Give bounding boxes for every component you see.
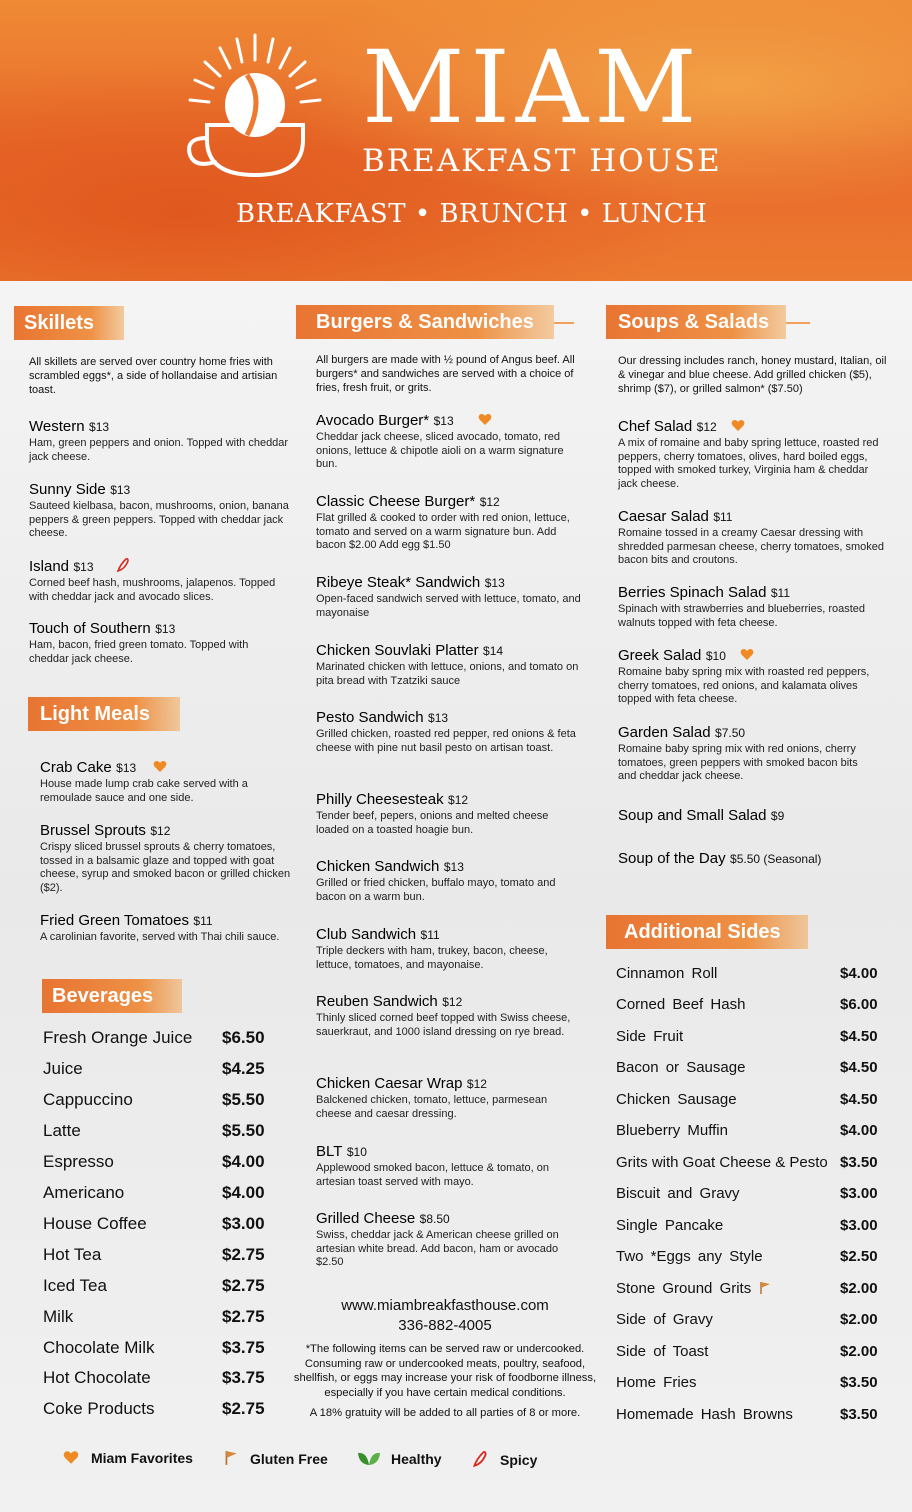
item-price: $13 bbox=[116, 761, 137, 775]
side-row bbox=[616, 1374, 886, 1396]
item-description: Triple deckers with ham, trukey, bacon, cheese, lettuce, tomatoes, and mayonaise. bbox=[316, 945, 548, 971]
side-price: $4.50 bbox=[840, 1059, 878, 1076]
item-description: Sauteed kielbasa, bacon, mushrooms, onion, banana peppers & green peppers. Topped with cheddar jack cheese. bbox=[29, 500, 289, 539]
item-name: Soup and Small Salad bbox=[618, 807, 767, 824]
side-name: Side of Toast bbox=[616, 1343, 709, 1360]
beverage-name: Chocolate Milk bbox=[43, 1338, 155, 1357]
section-header-beverages: Beverages bbox=[42, 979, 182, 1013]
menu-item bbox=[618, 584, 890, 630]
item-price: $7.50 bbox=[715, 726, 746, 740]
menu-item bbox=[316, 1075, 584, 1121]
legend-label: Miam Favorites bbox=[91, 1450, 193, 1466]
menu-item bbox=[316, 1143, 561, 1189]
beverage-name: Cappuccino bbox=[43, 1090, 133, 1109]
menu-item bbox=[316, 791, 584, 837]
menu-item bbox=[316, 493, 578, 553]
beverage-name: Latte bbox=[43, 1121, 81, 1140]
side-name: Homemade Hash Browns bbox=[616, 1406, 793, 1423]
beverage-price: $2.75 bbox=[222, 1399, 265, 1418]
menu-item bbox=[618, 418, 890, 491]
heart-icon bbox=[63, 1450, 79, 1465]
menu-item bbox=[316, 709, 584, 755]
item-price: $13 bbox=[443, 860, 464, 874]
beverage-name: Coke Products bbox=[43, 1399, 155, 1418]
side-name: Single Pancake bbox=[616, 1217, 724, 1234]
side-price: $3.50 bbox=[840, 1154, 878, 1171]
beverage-name: Hot Chocolate bbox=[43, 1368, 151, 1387]
side-price: $4.50 bbox=[840, 1091, 878, 1108]
side-row bbox=[616, 1028, 886, 1050]
item-description: Thinly sliced corned beef topped with Swiss cheese, sauerkraut, and 1000 island dressing on rye bread. bbox=[316, 1012, 571, 1038]
side-price: $2.00 bbox=[840, 1280, 878, 1297]
item-name: Avocado Burger* bbox=[316, 412, 430, 429]
item-name: Chicken Souvlaki Platter bbox=[316, 642, 479, 659]
section-header-rule bbox=[786, 322, 810, 324]
chili-pepper-icon bbox=[116, 557, 130, 573]
item-name: Club Sandwich bbox=[316, 926, 417, 943]
menu-item bbox=[316, 858, 584, 904]
section-header-skillets: Skillets bbox=[14, 306, 124, 340]
section-header-additional-sides: Additional Sides bbox=[606, 915, 808, 949]
menu-item bbox=[618, 647, 890, 707]
gratuity-note: A 18% gratuity will be added to all parties of 8 or more. bbox=[309, 1407, 581, 1419]
side-name: Side Fruit bbox=[616, 1028, 684, 1045]
menu-item bbox=[40, 822, 292, 895]
side-price: $6.00 bbox=[840, 996, 878, 1013]
section-header-soups-salads: Soups & Salads bbox=[606, 305, 786, 339]
item-name: Berries Spinach Salad bbox=[618, 584, 767, 601]
item-price: $11 bbox=[713, 510, 733, 524]
side-row bbox=[616, 1185, 886, 1207]
item-price: $13 bbox=[155, 622, 176, 636]
menu-item bbox=[316, 642, 584, 688]
coffee-cup-sunrise-logo bbox=[185, 30, 325, 190]
item-description: Grilled or fried chicken, buffalo mayo, tomato and bacon on a warm bun. bbox=[316, 877, 556, 903]
side-price: $4.50 bbox=[840, 1028, 878, 1045]
item-name: Fried Green Tomatoes bbox=[40, 912, 189, 929]
side-row bbox=[616, 1154, 886, 1176]
side-row bbox=[616, 965, 886, 987]
item-description: Crispy sliced brussel sprouts & cherry tomatoes, tossed in a balsamic glaze and topped with goat cheese, syrup and smoked bacon or grilled chicken ($2). bbox=[40, 841, 291, 894]
menu-item bbox=[29, 557, 289, 604]
item-price: $13 bbox=[73, 560, 94, 574]
item-name: Soup of the Day bbox=[618, 850, 726, 867]
menu-item bbox=[40, 912, 295, 945]
item-description: Flat grilled & cooked to order with red onion, lettuce, tomato and served on a warm signature bun. Add bacon $2.00 Add egg $1.50 bbox=[316, 512, 570, 551]
menu-item bbox=[618, 724, 878, 784]
side-price: $4.00 bbox=[840, 965, 878, 982]
item-description: Applewood smoked bacon, lettuce & tomato, on artesian toast served with mayo. bbox=[316, 1162, 549, 1188]
section-header-burgers: Burgers & Sandwiches bbox=[296, 305, 554, 339]
item-price: $10 bbox=[705, 649, 726, 663]
beverage-row bbox=[43, 1214, 273, 1238]
side-row bbox=[616, 1311, 886, 1333]
item-price: $12 bbox=[442, 995, 463, 1009]
item-name: Chicken Sandwich bbox=[316, 858, 440, 875]
item-name: Philly Cheesesteak bbox=[316, 791, 444, 808]
item-price: $8.50 bbox=[419, 1212, 450, 1226]
item-description: Ham, bacon, fried green tomato. Topped with cheddar jack cheese. bbox=[29, 639, 249, 665]
item-price: $13 bbox=[89, 420, 110, 434]
brand-subtitle: BREAKFAST HOUSE bbox=[362, 143, 722, 179]
beverage-price: $3.75 bbox=[222, 1368, 265, 1387]
side-name: Biscuit and Gravy bbox=[616, 1185, 740, 1202]
menu-item bbox=[618, 807, 890, 825]
soups-intro: Our dressing includes ranch, honey mustard, Italian, oil & vinegar and blue cheese. Add grilled chicken ($5), shrimp ($7), or grilled salmon* ($7.50) bbox=[618, 355, 887, 395]
menu-item bbox=[316, 574, 584, 620]
beverage-price: $3.00 bbox=[222, 1214, 265, 1233]
side-name: Cinnamon Roll bbox=[616, 965, 718, 982]
item-description: Marinated chicken with lettuce, onions, and tomato on pita bread with Tzatziki sauce bbox=[316, 661, 579, 687]
legend-label: Spicy bbox=[500, 1452, 538, 1468]
item-description: Romaine tossed in a creamy Caesar dressing with shredded parmesan cheese, cherry tomatoes, smoked bacon bits and croutons. bbox=[618, 527, 884, 566]
beverage-row bbox=[43, 1090, 273, 1114]
item-price: $12 bbox=[479, 495, 500, 509]
beverage-price: $2.75 bbox=[222, 1307, 265, 1326]
side-price: $3.00 bbox=[840, 1185, 878, 1202]
item-description: A carolinian favorite, served with Thai chili sauce. bbox=[40, 931, 280, 943]
beverage-row bbox=[43, 1152, 273, 1176]
item-name: Ribeye Steak* Sandwich bbox=[316, 574, 481, 591]
beverage-price: $3.75 bbox=[222, 1338, 265, 1357]
side-row bbox=[616, 1091, 886, 1113]
beverage-name: Hot Tea bbox=[43, 1245, 102, 1264]
item-price: $10 bbox=[346, 1145, 367, 1159]
item-name: Pesto Sandwich bbox=[316, 709, 424, 726]
item-description: A mix of romaine and baby spring lettuce, roasted red peppers, cherry tomatoes, olives, hard boiled eggs, topped with smoked turkey, Virginia ham & cheddar jack cheese. bbox=[618, 437, 879, 490]
item-name: Island bbox=[29, 558, 70, 575]
item-price: $12 bbox=[150, 824, 171, 838]
burgers-intro: All burgers are made with ½ pound of Angus beef. All burgers* and sandwiches are served with a choice of fries, fresh fruit, or grits. bbox=[316, 354, 575, 394]
beverage-name: Americano bbox=[43, 1183, 125, 1202]
legend-label: Gluten Free bbox=[250, 1451, 328, 1467]
side-row bbox=[616, 1280, 886, 1302]
side-name: Home Fries bbox=[616, 1374, 697, 1391]
phone-number: 336-882-4005 bbox=[398, 1317, 492, 1334]
menu-item bbox=[29, 481, 289, 541]
side-row bbox=[616, 1059, 886, 1081]
item-description: Romaine baby spring mix with roasted red peppers, cherry tomatoes, red onions, and kalamata olives topped with feta cheese. bbox=[618, 666, 870, 705]
beverage-row bbox=[43, 1059, 273, 1083]
side-row bbox=[616, 1122, 886, 1144]
heart-icon bbox=[153, 760, 167, 773]
side-price: $3.50 bbox=[840, 1374, 878, 1391]
item-price: $11 bbox=[193, 914, 213, 928]
legend-spicy bbox=[472, 1450, 537, 1468]
header-banner bbox=[0, 0, 912, 281]
beverage-name: Fresh Orange Juice bbox=[43, 1028, 193, 1047]
legend-favorites bbox=[63, 1450, 193, 1466]
item-name: Chicken Caesar Wrap bbox=[316, 1075, 463, 1092]
item-name: Reuben Sandwich bbox=[316, 993, 438, 1010]
beverage-row bbox=[43, 1338, 273, 1362]
item-price: $11 bbox=[420, 928, 440, 942]
beverage-price: $5.50 bbox=[222, 1121, 265, 1140]
item-price: $12 bbox=[466, 1077, 487, 1091]
side-row bbox=[616, 996, 886, 1018]
menu-item bbox=[316, 993, 584, 1039]
legend-label: Healthy bbox=[391, 1451, 442, 1467]
gluten-free-flag-icon bbox=[759, 1281, 771, 1295]
beverage-row bbox=[43, 1245, 273, 1269]
side-name: Side of Gravy bbox=[616, 1311, 713, 1328]
item-name: Caesar Salad bbox=[618, 508, 709, 525]
side-row bbox=[616, 1217, 886, 1239]
beverage-row bbox=[43, 1368, 273, 1392]
leaf-icon bbox=[357, 1450, 381, 1467]
item-price: $12 bbox=[448, 793, 469, 807]
heart-icon bbox=[731, 419, 745, 432]
side-price: $3.00 bbox=[840, 1217, 878, 1234]
beverage-name: Espresso bbox=[43, 1152, 114, 1171]
skillets-intro: All skillets are served over country home fries with scrambled eggs*, a side of hollandaise and artisian toast. bbox=[29, 356, 278, 396]
item-name: Western bbox=[29, 418, 85, 435]
side-name: Grits with Goat Cheese & Pesto bbox=[616, 1154, 828, 1171]
item-description: Spinach with strawberries and blueberries, roasted walnuts topped with feta cheese. bbox=[618, 603, 866, 629]
beverage-row bbox=[43, 1399, 273, 1423]
item-description: Romaine baby spring mix with red onions, cherry tomatoes, green peppers with smoked bacon bits and cheddar jack cheese. bbox=[618, 743, 858, 782]
item-price: $14 bbox=[483, 644, 504, 658]
side-name: Bacon or Sausage bbox=[616, 1059, 746, 1076]
beverage-price: $6.50 bbox=[222, 1028, 265, 1047]
item-price: $5.50 (Seasonal) bbox=[730, 852, 822, 866]
menu-item bbox=[618, 508, 894, 568]
item-price: $13 bbox=[428, 711, 449, 725]
menu-item bbox=[316, 926, 584, 972]
beverage-price: $5.50 bbox=[222, 1090, 265, 1109]
website-link[interactable]: www.miambreakfasthouse.com bbox=[341, 1297, 549, 1314]
side-row bbox=[616, 1248, 886, 1270]
item-name: Sunny Side bbox=[29, 481, 106, 498]
item-description: House made lump crab cake served with a remoulade sauce and one side. bbox=[40, 778, 248, 804]
side-price: $2.00 bbox=[840, 1343, 878, 1360]
side-row bbox=[616, 1343, 886, 1365]
menu-item bbox=[29, 620, 289, 666]
item-name: Greek Salad bbox=[618, 647, 702, 664]
item-description: Corned beef hash, mushrooms, jalapenos. Topped with cheddar jack and avocado slices. bbox=[29, 577, 276, 603]
beverage-price: $2.75 bbox=[222, 1276, 265, 1295]
side-name: Two *Eggs any Style bbox=[616, 1248, 763, 1265]
beverage-price: $4.25 bbox=[222, 1059, 265, 1078]
beverage-name: Milk bbox=[43, 1307, 74, 1326]
beverage-name: Iced Tea bbox=[43, 1276, 107, 1295]
item-name: Classic Cheese Burger* bbox=[316, 493, 476, 510]
item-name: Brussel Sprouts bbox=[40, 822, 146, 839]
legend-healthy bbox=[357, 1450, 442, 1467]
menu-item bbox=[40, 759, 292, 805]
item-description: Balckened chicken, tomato, lettuce, parmesean cheese and caesar dressing. bbox=[316, 1094, 548, 1120]
beverage-price: $4.00 bbox=[222, 1152, 265, 1171]
item-name: Grilled Cheese bbox=[316, 1210, 416, 1227]
brand-name: MIAM bbox=[362, 29, 703, 146]
side-price: $3.50 bbox=[840, 1406, 878, 1423]
item-name: BLT bbox=[316, 1143, 343, 1160]
beverage-price: $4.00 bbox=[222, 1183, 265, 1202]
gluten-free-flag-icon bbox=[224, 1450, 238, 1466]
item-price: $13 bbox=[110, 483, 131, 497]
tagline: BREAKFAST • BRUNCH • LUNCH bbox=[236, 199, 708, 229]
heart-icon bbox=[740, 648, 754, 661]
side-name: Chicken Sausage bbox=[616, 1091, 737, 1108]
item-description: Grilled chicken, roasted red pepper, red onions & feta cheese with pine nut basil pesto on artisan toast. bbox=[316, 728, 576, 754]
menu-item bbox=[316, 1210, 566, 1270]
side-row bbox=[616, 1406, 886, 1428]
item-description: Cheddar jack cheese, sliced avocado, tomato, red onions, lettuce & chipotle aioli on a warm signature bun. bbox=[316, 431, 564, 470]
raw-food-disclaimer: *The following items can be served raw or undercooked. Consuming raw or undercooked meats, poultry, seafood, shellfish, or eggs may increase your risk of foodborne illness, especially if you have certain medical conditions. bbox=[293, 1343, 597, 1399]
beverage-row bbox=[43, 1121, 273, 1145]
item-description: Swiss, cheddar jack & American cheese grilled on artesian white bread. Add bacon, ham or avocado $2.50 bbox=[316, 1229, 559, 1268]
item-name: Touch of Southern bbox=[29, 620, 151, 637]
beverage-name: House Coffee bbox=[43, 1214, 147, 1233]
menu-item bbox=[29, 418, 289, 464]
item-name: Crab Cake bbox=[40, 759, 112, 776]
item-description: Open-faced sandwich served with lettuce, tomato, and mayonaise bbox=[316, 593, 581, 619]
item-description: Tender beef, pepers, onions and melted cheese loaded on a toasted hoagie bun. bbox=[316, 810, 549, 836]
side-name: Corned Beef Hash bbox=[616, 996, 746, 1013]
item-price: $11 bbox=[770, 586, 791, 600]
item-name: Garden Salad bbox=[618, 724, 711, 741]
item-price: $12 bbox=[696, 420, 717, 434]
beverage-name: Juice bbox=[43, 1059, 83, 1078]
item-price: $13 bbox=[433, 414, 454, 428]
side-name: Blueberry Muffin bbox=[616, 1122, 728, 1139]
item-description: Ham, green peppers and onion. Topped with cheddar jack cheese. bbox=[29, 437, 289, 463]
legend-gluten-free bbox=[224, 1450, 328, 1467]
item-price: $13 bbox=[484, 576, 505, 590]
item-name: Chef Salad bbox=[618, 418, 693, 435]
side-price: $4.00 bbox=[840, 1122, 878, 1139]
beverage-price: $2.75 bbox=[222, 1245, 265, 1264]
heart-icon bbox=[478, 413, 492, 426]
section-header-light-meals: Light Meals bbox=[28, 697, 180, 731]
menu-item bbox=[316, 412, 584, 472]
beverage-row bbox=[43, 1307, 273, 1331]
side-name: Stone Ground Grits bbox=[616, 1280, 752, 1297]
beverage-row bbox=[43, 1276, 273, 1300]
item-price: $9 bbox=[770, 809, 785, 823]
side-price: $2.00 bbox=[840, 1311, 878, 1328]
beverage-row bbox=[43, 1028, 273, 1052]
chili-pepper-icon bbox=[472, 1450, 488, 1468]
menu-item bbox=[618, 850, 890, 868]
side-price: $2.50 bbox=[840, 1248, 878, 1265]
beverage-row bbox=[43, 1183, 273, 1207]
section-header-rule bbox=[554, 322, 574, 324]
